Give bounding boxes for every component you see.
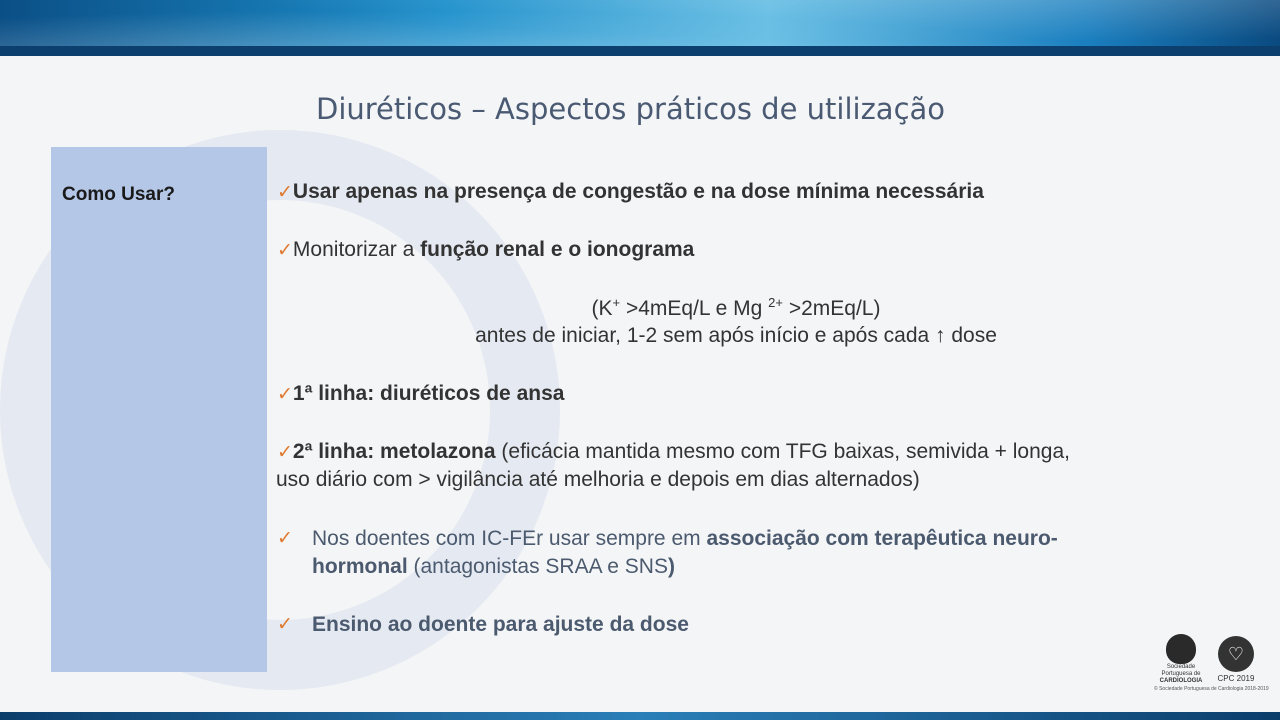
lab-sup-1: + — [612, 295, 621, 310]
lab-target-line — [276, 295, 1196, 321]
side-panel — [51, 147, 267, 672]
check-icon: ✓ — [277, 182, 293, 203]
heart-map-icon — [1166, 634, 1196, 664]
cpc-logo-name: CPC 2019 — [1217, 674, 1255, 683]
bullet-item-5 — [312, 527, 1058, 551]
bullet-item-6: Ensino ao doente para ajuste da dose — [312, 613, 689, 636]
bullet-item-2-text: Monitorizar a — [292, 238, 421, 261]
footer-bar — [0, 712, 1280, 720]
bullet-item-4-bold: 2ª linha: metolazona — [292, 440, 496, 463]
spc-logo-small-text: Sociedade Portuguesa de — [1161, 664, 1201, 677]
copyright-note: © Sociedade Portuguesa de Cardiologia 2018-2019 — [1154, 686, 1269, 692]
bullet-item-5-text: Nos doentes com IC-FEr usar sempre em — [312, 527, 707, 550]
bullet-item-4-text: (eficácia mantida mesmo com TFG baixas, semivida + longa, — [495, 440, 1070, 463]
bullet-item-5-line2-text: (antagonistas SRAA e SNS — [407, 555, 668, 578]
bullet-item-5-line2-bold: hormonal — [312, 555, 408, 578]
lab-text-a: (K — [591, 297, 613, 320]
check-icon: ✓ — [277, 614, 293, 635]
bullet-item-3 — [277, 382, 564, 406]
header-strip — [0, 46, 1280, 56]
spc-logo — [1158, 634, 1204, 685]
bullet-item-1-text: Usar apenas na presença de congestão e na dose mínima necessária — [292, 180, 984, 203]
bullet-item-5-bold: associação com terapêutica neuro- — [706, 527, 1058, 550]
heart-icon: ♡ — [1218, 636, 1254, 672]
check-icon: ✓ — [277, 384, 293, 405]
lab-text-b: >4mEq/L e Mg — [620, 297, 769, 320]
cpc-logo — [1214, 636, 1258, 683]
lab-text-c: >2mEq/L) — [783, 297, 881, 320]
bullet-item-5-line2 — [312, 555, 675, 579]
bullet-item-1 — [277, 180, 984, 204]
lab-sup-2: 2+ — [768, 295, 783, 310]
slide-title: Diuréticos – Aspectos práticos de utilização — [316, 92, 946, 126]
bullet-item-4 — [277, 440, 1070, 464]
check-icon: ✓ — [277, 442, 293, 463]
header-banner — [0, 0, 1280, 56]
spc-logo-name: CARDIOLOGIA — [1159, 678, 1203, 684]
bullet-item-4-line2: uso diário com > vigilância até melhoria e depois em dias alternados) — [276, 468, 920, 491]
footer-logos — [1150, 632, 1269, 694]
bullet-item-3-text: 1ª linha: diuréticos de ansa — [292, 382, 565, 405]
side-panel-label: Como Usar? — [62, 184, 175, 205]
check-icon: ✓ — [277, 240, 293, 261]
check-icon: ✓ — [277, 528, 293, 549]
bullet-item-2-bold: função renal e o ionograma — [420, 238, 695, 261]
lab-timing-line: antes de iniciar, 1-2 sem após início e após cada ↑ dose — [475, 324, 997, 347]
bullet-item-2 — [277, 238, 694, 262]
bullet-item-5-line2-close: ) — [667, 555, 675, 578]
